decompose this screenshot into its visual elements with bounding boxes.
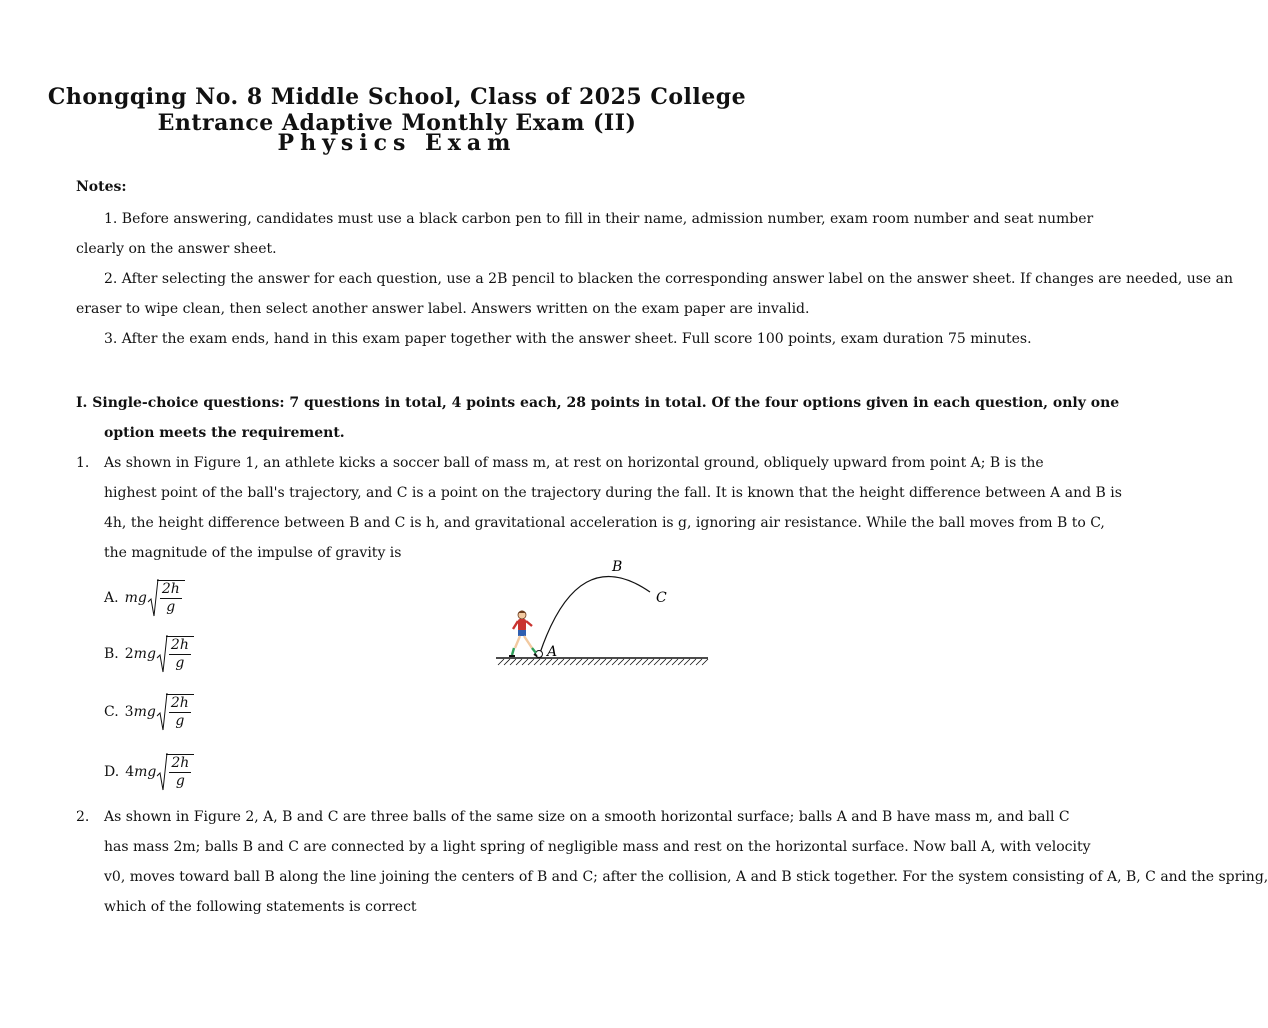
question-2-number: 2. [76,809,90,825]
option-c-numerator: 2h [170,695,189,711]
question-2-line-4: which of the following statements is correct [104,899,417,915]
note-1-line-2: clearly on the answer sheet. [76,241,277,257]
section-1-heading-line-1: I. Single-choice questions: 7 questions in total, 4 points each, 28 points in total. Of the four options given in each question, only one [76,395,1120,411]
ground-hatching [498,659,708,665]
point-c-label: C [656,590,667,606]
option-b-coefficient: 2 [124,646,134,662]
question-1-line-1: As shown in Figure 1, an athlete kicks a soccer ball of mass m, at rest on horizontal ground, obliquely upward from point A; B is the [104,455,1044,471]
option-c [104,692,194,732]
figure-1-trajectory [490,556,712,674]
note-2-line-2: eraser to wipe clean, then select another answer label. Answers written on the exam paper are invalid. [76,301,810,317]
option-b-mg: mg [133,646,156,662]
option-b-numerator: 2h [170,637,189,653]
section-1-heading-line-2: option meets the requirement. [104,425,345,441]
option-a-mg: mg [124,590,147,606]
question-1-line-2: highest point of the ball's trajectory, and C is a point on the trajectory during the fall. It is known that the height difference between A and B is [104,485,1122,501]
option-a [104,578,185,618]
option-b-radical [157,634,194,674]
exam-title: Chongqing No. 8 Middle School, Class of 2025 College Entrance Adaptive Monthly Exam (II) [47,84,747,136]
option-a-numerator: 2h [161,581,180,597]
question-1-number: 1. [76,455,90,471]
option-d-label: D. [104,764,120,780]
option-a-label: A. [104,590,119,606]
soccer-player-icon [509,611,537,657]
notes-heading: Notes: [76,179,127,195]
exam-subtitle: Physics Exam [277,130,517,156]
question-2-line-3: v0, moves toward ball B along the line joining the centers of B and C; after the collision, A and B stick together. For the system consisting of A, B, C and the spring, [104,869,1268,885]
trajectory-curve [540,576,650,653]
question-1-line-3: 4h, the height difference between B and C is h, and gravitational acceleration is g, ignoring air resistance. While the ball moves from B to C, [104,515,1105,531]
option-c-radical [157,692,194,732]
option-a-radical [148,578,185,618]
note-1-line-1: 1. Before answering, candidates must use a black carbon pen to fill in their name, admission number, exam room number and seat number [104,211,1094,227]
option-b [104,634,194,674]
option-d-mg: mg [134,764,157,780]
option-c-label: C. [104,704,119,720]
question-2-line-2: has mass 2m; balls B and C are connected by a light spring of negligible mass and rest on the horizontal surface. Now ball A, with velocity [104,839,1091,855]
option-c-coefficient: 3 [124,704,134,720]
question-2-line-1: As shown in Figure 2, A, B and C are three balls of the same size on a smooth horizontal surface; balls A and B have mass m, and ball C [104,809,1070,825]
option-d-coefficient: 4 [125,764,135,780]
option-a-denominator: g [166,599,176,615]
option-d-denominator: g [175,773,185,789]
option-c-mg: mg [133,704,156,720]
point-a-label: A [547,644,558,660]
option-d [104,752,194,792]
option-b-denominator: g [175,655,185,671]
question-1-line-4: the magnitude of the impulse of gravity is [104,545,402,561]
point-b-label: B [612,559,623,575]
option-c-denominator: g [175,713,185,729]
option-d-numerator: 2h [171,755,190,771]
note-2-line-1: 2. After selecting the answer for each question, use a 2B pencil to blacken the corresponding answer label on the answer sheet. If changes are needed, use an [104,271,1233,287]
option-b-label: B. [104,646,119,662]
note-3: 3. After the exam ends, hand in this exam paper together with the answer sheet. Full score 100 points, exam duration 75 minutes. [104,331,1032,347]
option-d-radical [157,752,194,792]
